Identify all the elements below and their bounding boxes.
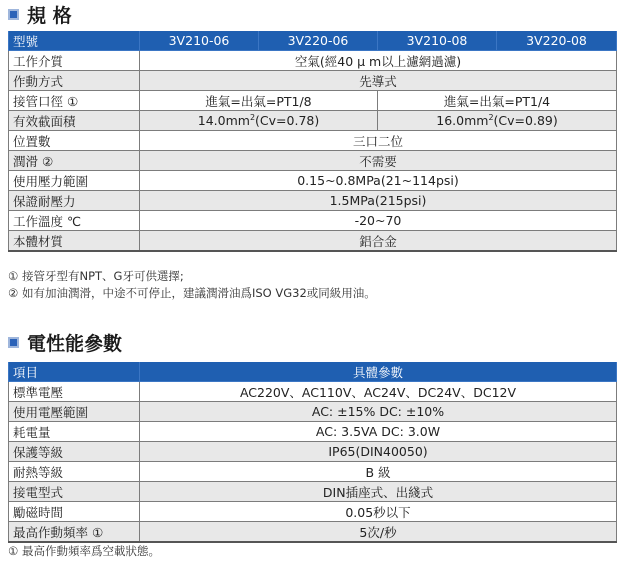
row-label: 本體材質 xyxy=(9,231,140,252)
row-value: DIN插座式、出綫式 xyxy=(140,482,617,502)
area-06-post: (Cv=0.78) xyxy=(255,113,320,128)
elec-section-title xyxy=(8,330,122,354)
table-row xyxy=(9,402,617,422)
row-value-06 xyxy=(140,111,378,131)
row-label: 保證耐壓力 xyxy=(9,191,140,211)
section-bullet-icon xyxy=(8,337,19,348)
table-row xyxy=(9,151,617,171)
table-row xyxy=(9,131,617,151)
table-row xyxy=(9,91,617,111)
row-label: 保護等級 xyxy=(9,442,140,462)
table-row xyxy=(9,191,617,211)
table-row xyxy=(9,51,617,71)
row-label: 作動方式 xyxy=(9,71,140,91)
table-row xyxy=(9,211,617,231)
spec-header-row xyxy=(9,31,617,51)
row-value: 1.5MPa(215psi) xyxy=(140,191,617,211)
spec-notes xyxy=(8,268,376,302)
row-label: 最高作動頻率 ① xyxy=(9,522,140,543)
row-value: B 級 xyxy=(140,462,617,482)
table-row xyxy=(9,422,617,442)
row-label: 有效截面積 xyxy=(9,111,140,131)
header-model: 型號 xyxy=(9,31,140,51)
table-row xyxy=(9,171,617,191)
row-label: 接電型式 xyxy=(9,482,140,502)
row-label: 工作介質 xyxy=(9,51,140,71)
spec-title-text: 規 格 xyxy=(27,4,72,27)
table-row xyxy=(9,111,617,131)
area-08-pre: 16.0mm xyxy=(436,113,489,128)
table-row xyxy=(9,502,617,522)
table-row xyxy=(9,231,617,252)
elec-table xyxy=(8,362,617,543)
area-08-sup: 2 xyxy=(488,112,494,122)
header-3v220-08: 3V220-08 xyxy=(497,31,617,51)
row-label: 工作溫度 ℃ xyxy=(9,211,140,231)
note-item: ② 如有加油潤滑，中途不可停止，建議潤滑油爲ISO VG32或同級用油。 xyxy=(8,286,376,300)
row-value: AC: ±15% DC: ±10% xyxy=(140,402,617,422)
table-row xyxy=(9,482,617,502)
row-value: 三口二位 xyxy=(140,131,617,151)
note-item: ① 最高作動頻率爲空載狀態。 xyxy=(8,544,160,558)
row-value-08 xyxy=(378,111,617,131)
row-value: 5次/秒 xyxy=(140,522,617,543)
row-label: 位置數 xyxy=(9,131,140,151)
header-3v210-08: 3V210-08 xyxy=(378,31,497,51)
table-row xyxy=(9,462,617,482)
row-label: 使用電壓範圍 xyxy=(9,402,140,422)
row-label: 潤滑 ② xyxy=(9,151,140,171)
row-value: 不需要 xyxy=(140,151,617,171)
row-value: IP65(DIN40050) xyxy=(140,442,617,462)
row-value: 0.15~0.8MPa(21~114psi) xyxy=(140,171,617,191)
table-row xyxy=(9,522,617,543)
row-label: 耗電量 xyxy=(9,422,140,442)
elec-title-text: 電性能參數 xyxy=(27,332,123,355)
area-06-pre: 14.0mm xyxy=(197,113,250,128)
header-3v210-06: 3V210-06 xyxy=(140,31,259,51)
row-value-08: 進氣=出氣=PT1/4 xyxy=(378,91,617,111)
elec-notes xyxy=(8,543,160,560)
row-value: AC: 3.5VA DC: 3.0W xyxy=(140,422,617,442)
row-value: 空氣(經40 μ m以上濾網過濾) xyxy=(140,51,617,71)
header-item: 項目 xyxy=(9,362,140,382)
row-label: 使用壓力範圍 xyxy=(9,171,140,191)
elec-header-row xyxy=(9,362,617,382)
row-value: -20~70 xyxy=(140,211,617,231)
row-value: 鋁合金 xyxy=(140,231,617,252)
area-08-post: (Cv=0.89) xyxy=(493,113,558,128)
table-row xyxy=(9,71,617,91)
row-value: 0.05秒以下 xyxy=(140,502,617,522)
row-value-06: 進氣=出氣=PT1/8 xyxy=(140,91,378,111)
header-params: 具體參數 xyxy=(140,362,617,382)
section-bullet-icon xyxy=(8,9,19,20)
row-label: 耐熱等級 xyxy=(9,462,140,482)
table-row xyxy=(9,382,617,402)
note-item: ① 接管牙型有NPT、G牙可供選擇; xyxy=(8,269,184,283)
row-value: AC220V、AC110V、AC24V、DC24V、DC12V xyxy=(140,382,617,402)
row-label: 勵磁時間 xyxy=(9,502,140,522)
row-label: 標準電壓 xyxy=(9,382,140,402)
header-3v220-06: 3V220-06 xyxy=(259,31,378,51)
table-row xyxy=(9,442,617,462)
spec-table xyxy=(8,31,617,252)
spec-section-title xyxy=(8,2,72,26)
row-label: 接管口徑 ① xyxy=(9,91,140,111)
row-value: 先導式 xyxy=(140,71,617,91)
area-06-sup: 2 xyxy=(249,112,256,122)
